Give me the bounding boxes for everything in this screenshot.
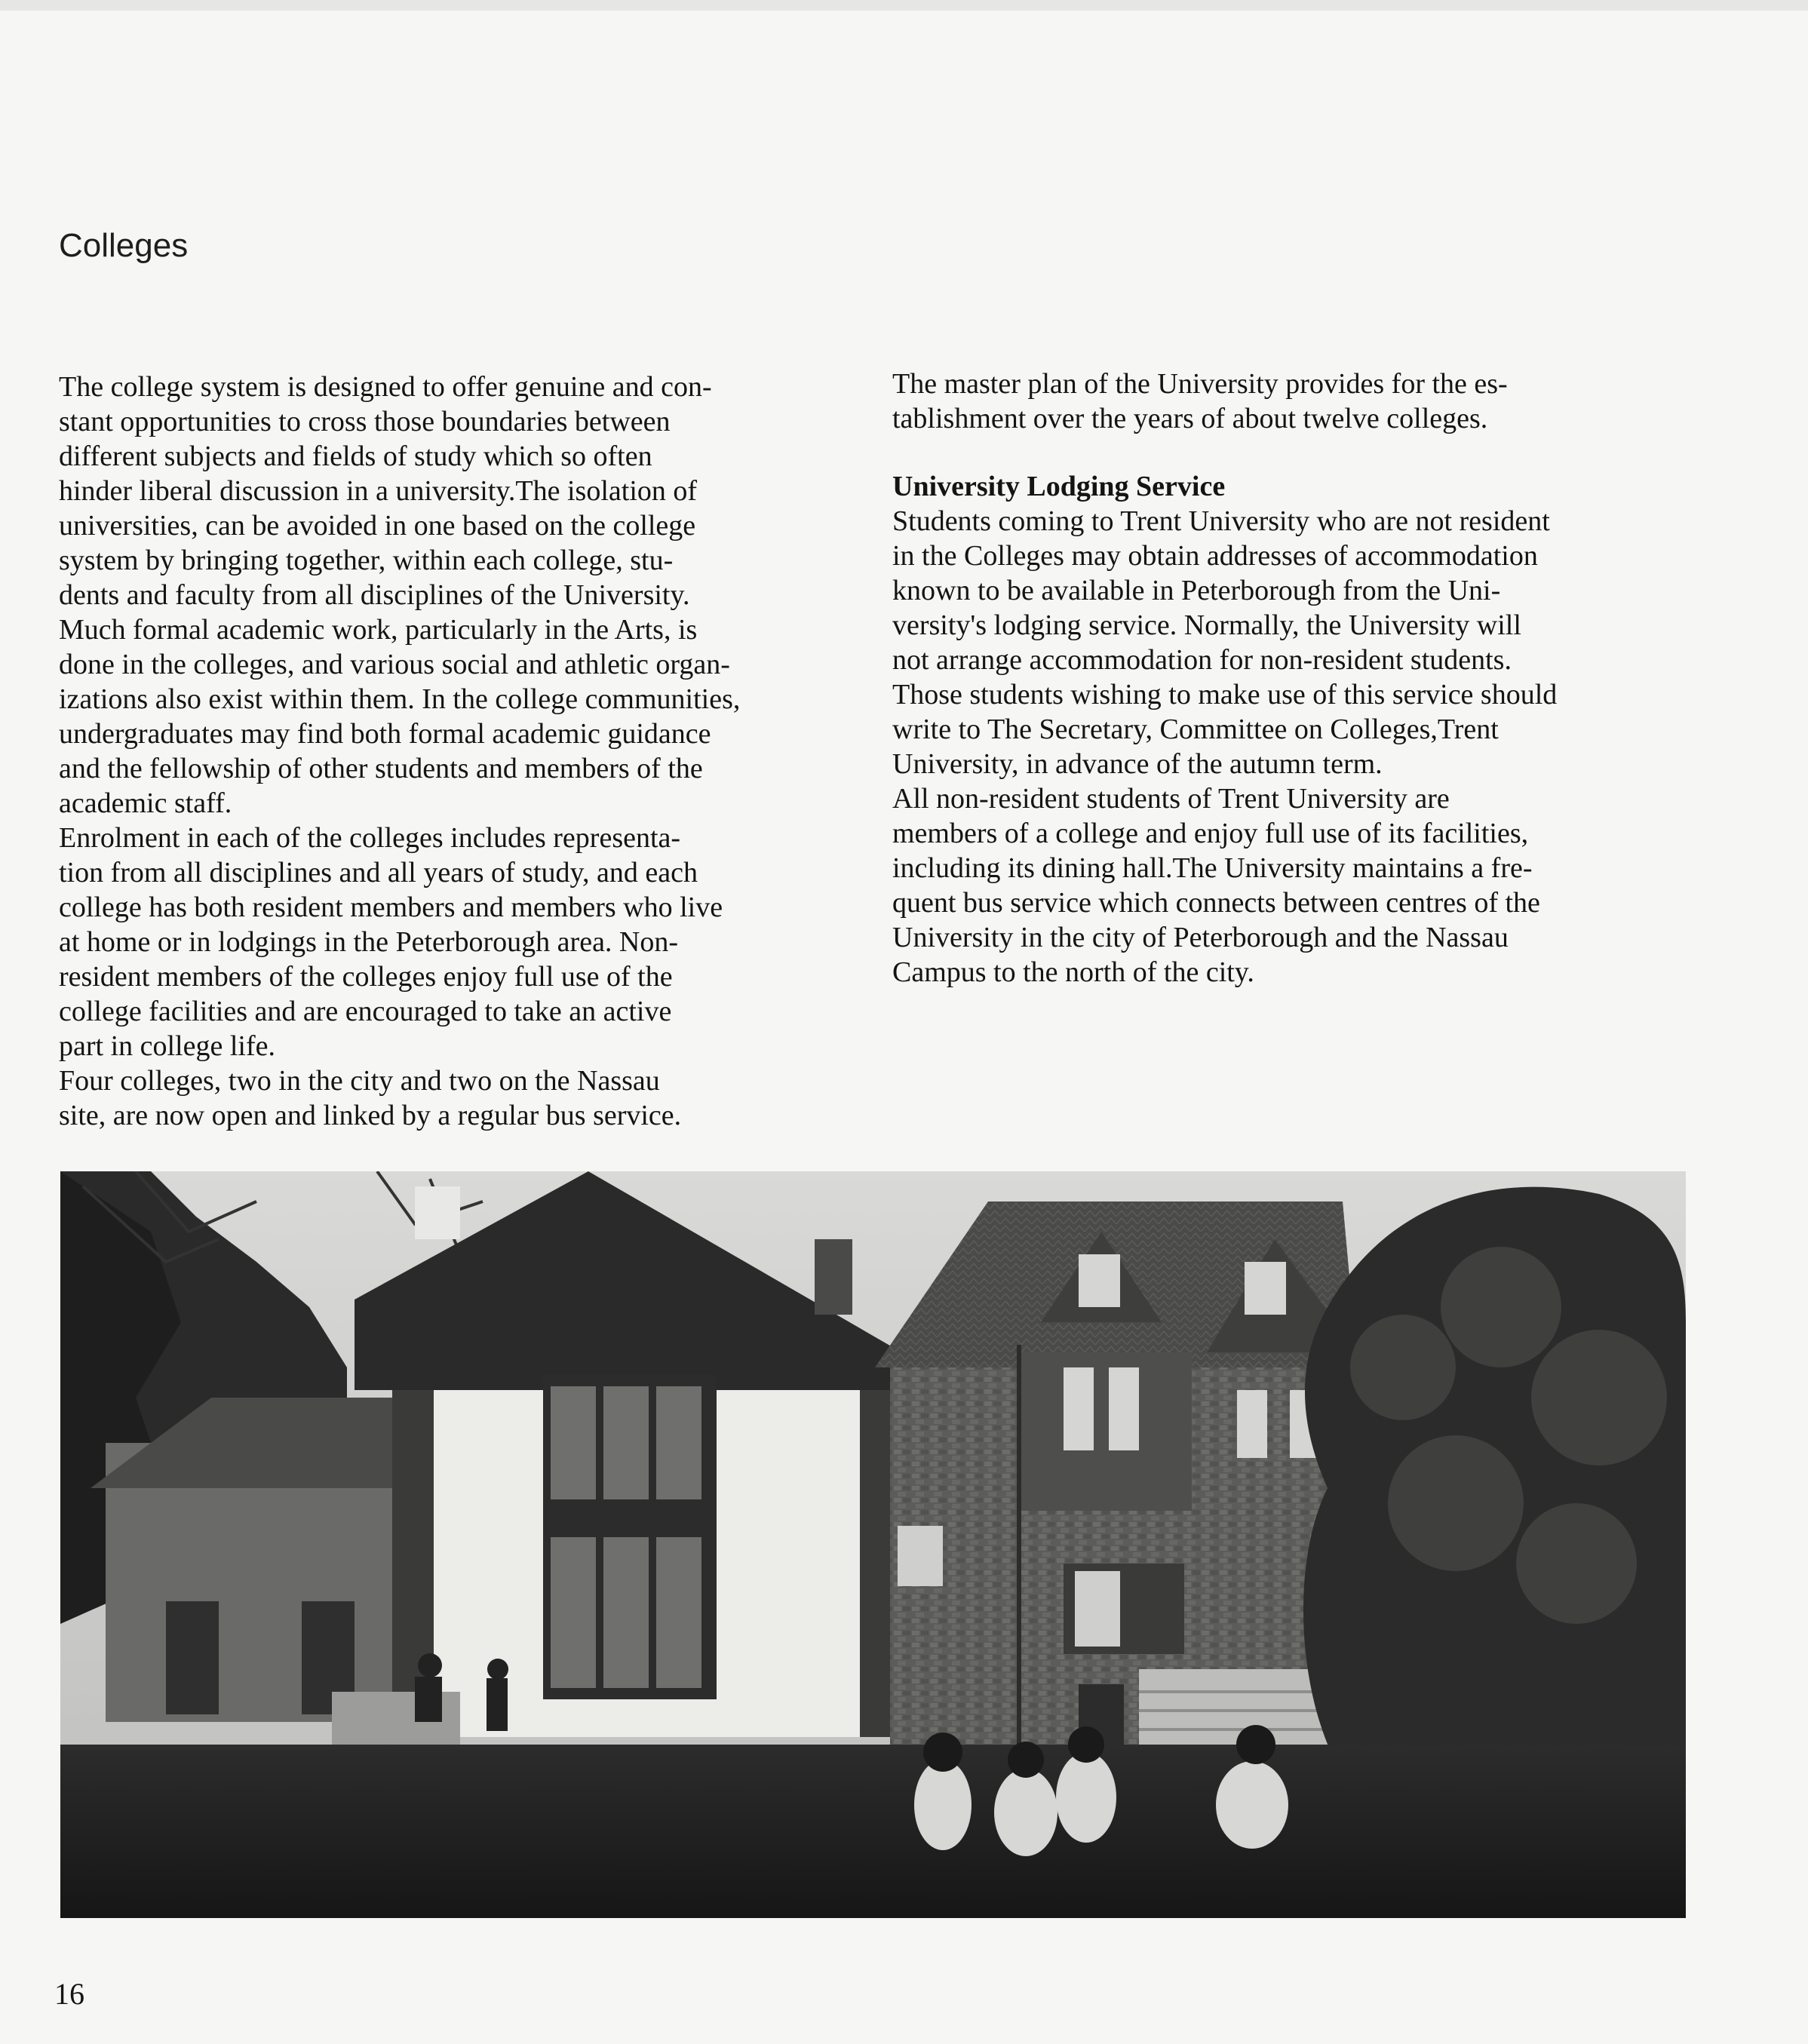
paragraph-college-system: The college system is designed to offer genuine and con- stant opportunities to cross those boundaries between different subjects and fields of study which so often hinder liberal discussion in a university.The isolation of universities, can be avoided in one based on the college system by bringing together, within each college, stu- dents and faculty from all disciplines of the University. (59, 371, 712, 611)
page-title: Colleges (59, 227, 189, 265)
page-number: 16 (54, 1977, 84, 2011)
section-subheading: University Lodging Service (892, 471, 1226, 502)
paragraph-master-plan: The master plan of the University provides for the es- tablishment over the years of about twelve colleges. (892, 368, 1508, 434)
page-edge (0, 0, 1808, 11)
paragraph-lodging-service: Students coming to Trent University who are not resident in the Colleges may obtain addresses of accommodation known to be available in Peterborough from the Uni- versity's lodging service. Normally, the University will not arrange accommodation for non-resident students. Those students wishing to make use of this service should write to The Secretary, Committee on Colleges,Trent University, in advance of the autumn term. (892, 505, 1558, 780)
paragraph-non-resident: All non-resident students of Trent University are members of a college and enjoy full use of its facilities, including its dining hall.The University maintains a fre- quent bus service which connects between centres of the University in the city of Peterborough and the Nassau Campus to the north of the city. (892, 783, 1540, 988)
paragraph-four-colleges: Four colleges, two in the city and two on the Nassau site, are now open and linked by a regular bus service. (59, 1065, 682, 1131)
college-photograph (60, 1171, 1686, 1918)
paragraph-academic-work: Much formal academic work, particularly in the Arts, is done in the colleges, and various social and athletic organ- izations also exist within them. In the college communities, undergraduates may find both formal academic guidance and the fellowship of other students and members of the academic staff. (59, 614, 741, 819)
paragraph-enrolment: Enrolment in each of the colleges includes representa- tion from all disciplines and all years of study, and each college has both resident members and members who live at home or in lodgings in the Peterborough area. Non- resident members of the colleges enjoy full use of the college facilities and are encouraged to take an active part in college life. (59, 822, 723, 1062)
right-text-column (892, 367, 1692, 990)
photo-illustration (60, 1171, 1686, 1918)
left-text-column (59, 370, 858, 1133)
